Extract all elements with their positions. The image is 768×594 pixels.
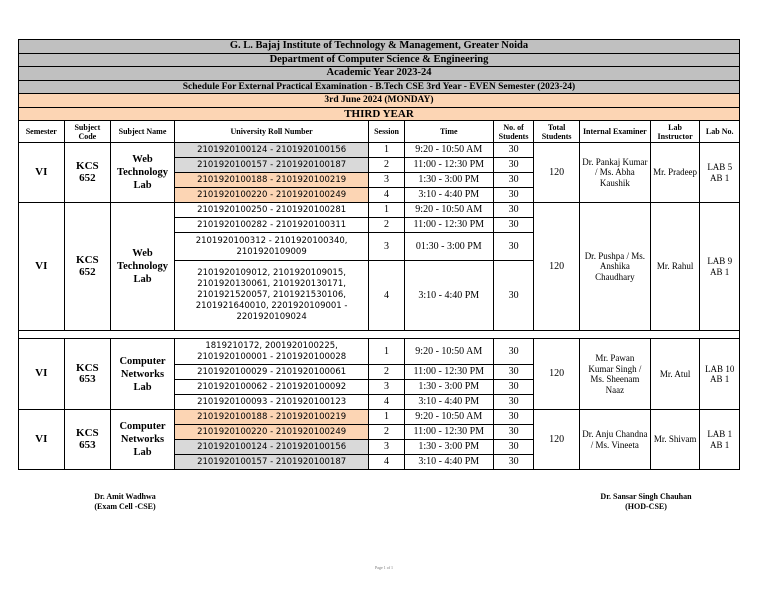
subject-name-cell: Web Technology Lab [111,143,175,203]
col-header-session: Session [369,121,404,143]
roll-number-cell: 2101920100250 - 2101920100281 [174,203,368,218]
spacer-row [19,331,740,339]
roll-number-cell: 2101920100282 - 2101920100311 [174,218,368,233]
time-cell: 01:30 - 3:00 PM [404,233,493,261]
subject-code-cell: KCS 653 [64,339,111,410]
students-cell: 30 [493,218,534,233]
time-cell: 3:10 - 4:40 PM [404,455,493,470]
subject-code-cell: KCS 652 [64,143,111,203]
students-cell: 30 [493,233,534,261]
students-cell: 30 [493,410,534,425]
subject-code-cell: KCS 653 [64,410,111,470]
subject-name-cell: Web Technology Lab [111,203,175,331]
semester-cell: VI [19,203,65,331]
session-cell: 1 [369,143,404,158]
signatory-role: (HOD-CSE) [625,502,667,511]
students-cell: 30 [493,173,534,188]
internal-examiner-cell: Dr. Anju Chandna / Ms. Vineeta [579,410,650,470]
total-students-cell: 120 [534,410,580,470]
session-cell: 3 [369,380,404,395]
time-cell: 3:10 - 4:40 PM [404,188,493,203]
col-header-lab-instructor: Lab Instructor [650,121,700,143]
students-cell: 30 [493,440,534,455]
table-row [19,339,740,365]
students-cell: 30 [493,395,534,410]
session-cell: 4 [369,261,404,331]
signatory-name: Dr. Sansar Singh Chauhan [600,492,692,501]
subject-name-cell: Computer Networks Lab [111,410,175,470]
time-cell: 1:30 - 3:00 PM [404,173,493,188]
col-header-roll-number: University Roll Number [174,121,368,143]
time-cell: 9:20 - 10:50 AM [404,143,493,158]
subject-code-cell: KCS 652 [64,203,111,331]
students-cell: 30 [493,380,534,395]
time-cell: 11:00 - 12:30 PM [404,425,493,440]
session-cell: 4 [369,395,404,410]
students-cell: 30 [493,365,534,380]
students-cell: 30 [493,203,534,218]
time-cell: 9:20 - 10:50 AM [404,410,493,425]
time-cell: 9:20 - 10:50 AM [404,339,493,365]
col-header-time: Time [404,121,493,143]
roll-number-cell: 2101920109012, 2101920109015, 2101920130061, 2101920130171, 2101921520057, 2101921530106, 2101921640010, 2201920109001 - 2201920109024 [174,261,368,331]
semester-cell: VI [19,143,65,203]
semester-cell: VI [19,339,65,410]
session-cell: 3 [369,440,404,455]
lab-instructor-cell: Mr. Atul [650,339,700,410]
session-cell: 2 [369,425,404,440]
roll-number-cell: 2101920100188 - 2101920100219 [174,410,368,425]
institute-title: G. L. Bajaj Institute of Technology & Management, Greater Noida [19,40,740,54]
table-row [19,203,740,218]
col-header-subject-code: Subject Code [64,121,111,143]
time-cell: 3:10 - 4:40 PM [404,261,493,331]
session-cell: 1 [369,410,404,425]
col-header-semester: Semester [19,121,65,143]
exam-schedule-table [18,39,740,470]
roll-number-cell: 2101920100312 - 2101920100340, 2101920109009 [174,233,368,261]
signature-block-right [566,492,726,512]
lab-no-cell: LAB 1 AB 1 [700,410,740,470]
roll-number-cell: 2101920100157 - 2101920100187 [174,158,368,173]
lab-instructor-cell: Mr. Pradeep [650,143,700,203]
col-header-students: No. of Students [493,121,534,143]
roll-number-cell: 2101920100157 - 2101920100187 [174,455,368,470]
semester-cell: VI [19,410,65,470]
roll-number-cell: 2101920100124 - 2101920100156 [174,143,368,158]
col-header-lab-no: Lab No. [700,121,740,143]
page-number: Page 1 of 1 [374,565,394,570]
time-cell: 11:00 - 12:30 PM [404,158,493,173]
session-cell: 4 [369,455,404,470]
total-students-cell: 120 [534,203,580,331]
internal-examiner-cell: Mr. Pawan Kumar Singh / Ms. Sheenam Naaz [579,339,650,410]
session-cell: 2 [369,218,404,233]
total-students-cell: 120 [534,143,580,203]
students-cell: 30 [493,455,534,470]
roll-number-cell: 2101920100220 - 2101920100249 [174,425,368,440]
year-label: THIRD YEAR [19,107,740,121]
table-row [19,410,740,425]
session-cell: 1 [369,203,404,218]
roll-number-cell: 2101920100124 - 2101920100156 [174,440,368,455]
spacer-cell [19,331,740,339]
col-header-subject-name: Subject Name [111,121,175,143]
internal-examiner-cell: Dr. Pankaj Kumar / Ms. Abha Kaushik [579,143,650,203]
students-cell: 30 [493,143,534,158]
academic-year: Academic Year 2023-24 [19,67,740,81]
time-cell: 3:10 - 4:40 PM [404,395,493,410]
students-cell: 30 [493,188,534,203]
signatory-role: (Exam Cell -CSE) [94,502,156,511]
total-students-cell: 120 [534,339,580,410]
time-cell: 1:30 - 3:00 PM [404,380,493,395]
roll-number-cell: 1819210172, 2001920100225, 2101920100001 - 2101920100028 [174,339,368,365]
students-cell: 30 [493,425,534,440]
roll-number-cell: 2101920100029 - 2101920100061 [174,365,368,380]
signatory-name: Dr. Amit Wadhwa [94,492,156,501]
lab-no-cell: LAB 10 AB 1 [700,339,740,410]
subject-name-cell: Computer Networks Lab [111,339,175,410]
session-cell: 4 [369,188,404,203]
session-cell: 2 [369,365,404,380]
roll-number-cell: 2101920100062 - 2101920100092 [174,380,368,395]
internal-examiner-cell: Dr. Pushpa / Ms. Anshika Chaudhary [579,203,650,331]
col-header-total-students: Total Students [534,121,580,143]
roll-number-cell: 2101920100188 - 2101920100219 [174,173,368,188]
schedule-title: Schedule For External Practical Examination - B.Tech CSE 3rd Year - EVEN Semester (2023-24) [19,80,740,94]
session-cell: 1 [369,339,404,365]
signature-block-left [60,492,190,512]
time-cell: 11:00 - 12:30 PM [404,218,493,233]
lab-instructor-cell: Mr. Shivam [650,410,700,470]
department-title: Department of Computer Science & Engineering [19,53,740,67]
session-cell: 2 [369,158,404,173]
session-cell: 3 [369,233,404,261]
students-cell: 30 [493,261,534,331]
lab-no-cell: LAB 9 AB 1 [700,203,740,331]
time-cell: 1:30 - 3:00 PM [404,440,493,455]
exam-date: 3rd June 2024 (MONDAY) [19,94,740,108]
time-cell: 11:00 - 12:30 PM [404,365,493,380]
roll-number-cell: 2101920100093 - 2101920100123 [174,395,368,410]
lab-no-cell: LAB 5 AB 1 [700,143,740,203]
col-header-internal-examiner: Internal Examiner [579,121,650,143]
lab-instructor-cell: Mr. Rahul [650,203,700,331]
time-cell: 9:20 - 10:50 AM [404,203,493,218]
session-cell: 3 [369,173,404,188]
roll-number-cell: 2101920100220 - 2101920100249 [174,188,368,203]
table-row [19,143,740,158]
students-cell: 30 [493,158,534,173]
students-cell: 30 [493,339,534,365]
